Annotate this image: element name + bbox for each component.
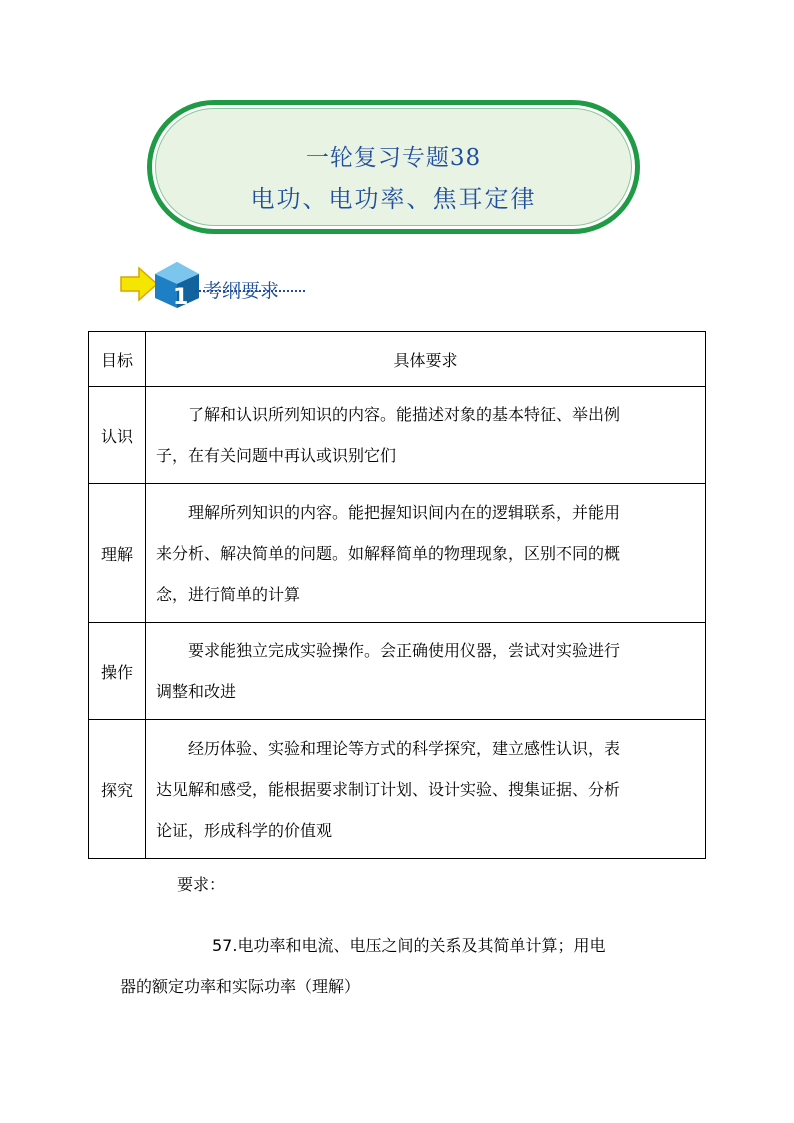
requirement-line: 念，进行简单的计算 — [156, 584, 301, 604]
requirements-table — [88, 331, 706, 859]
section-title: 考纲要求 — [203, 280, 280, 302]
requirement-line: 要求能独立完成实验操作。会正确使用仪器，尝试对实验进行 — [188, 641, 621, 660]
section-number: 1 — [173, 285, 189, 310]
row-requirement — [146, 387, 706, 484]
header-goal: 目标 — [89, 332, 146, 387]
row-goal: 操作 — [89, 623, 146, 720]
title-banner — [147, 100, 640, 234]
requirement-line: 来分析、解决简单的问题。如解释简单的物理现象，区别不同的概 — [156, 543, 621, 563]
banner-title-line2: 电功、电功率、焦耳定律 — [250, 185, 537, 213]
table-header-row — [89, 332, 706, 387]
table-row — [89, 623, 706, 720]
row-requirement — [146, 720, 706, 859]
item-57-line2: 器的额定功率和实际功率（理解） — [120, 977, 361, 996]
table-row — [89, 484, 706, 623]
section-underline — [195, 290, 305, 292]
requirement-item-57 — [120, 925, 680, 1007]
row-requirement — [146, 484, 706, 623]
item-57-line1: 57.电功率和电流、电压之间的关系及其简单计算；用电 — [212, 936, 606, 955]
row-requirement — [146, 623, 706, 720]
row-goal: 认识 — [89, 387, 146, 484]
requirement-line: 经历体验、实验和理论等方式的科学探究，建立感性认识，表 — [188, 738, 621, 758]
banner-inner-ring — [152, 105, 635, 229]
banner-title-line1: 一轮复习专题38 — [305, 145, 482, 171]
requirement-line: 子，在有关问题中再认或识别它们 — [156, 446, 397, 465]
section-heading — [119, 260, 319, 310]
table-row — [89, 720, 706, 859]
table-row — [89, 387, 706, 484]
requirement-line: 调整和改进 — [156, 682, 237, 701]
requirement-line: 达见解和感受，能根据要求制订计划、设计实验、搜集证据、分析 — [156, 779, 621, 799]
requirement-line: 理解所列知识的内容。能把握知识间内在的逻辑联系，并能用 — [188, 502, 621, 522]
row-goal: 理解 — [89, 484, 146, 623]
requirement-line: 论证，形成科学的价值观 — [156, 820, 333, 840]
header-requirement: 具体要求 — [146, 332, 706, 387]
banner-fill — [155, 108, 632, 226]
number-cube-icon — [153, 260, 201, 310]
requirement-line: 了解和认识所列知识的内容。能描述对象的基本特征、举出例 — [188, 405, 621, 424]
requirements-label: 要求： — [177, 875, 226, 894]
row-goal: 探究 — [89, 720, 146, 859]
